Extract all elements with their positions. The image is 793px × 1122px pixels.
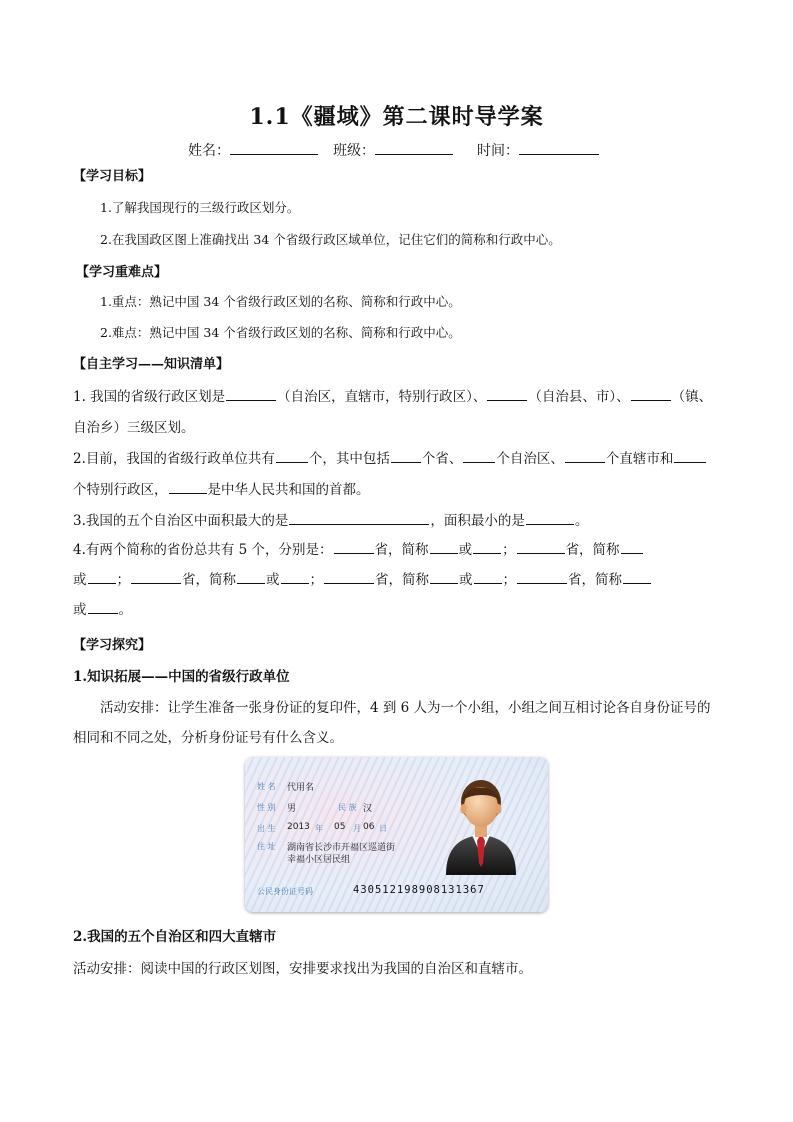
id-birth-day-unit: 日 — [379, 824, 387, 833]
question-text: 或 — [266, 572, 280, 588]
class-field[interactable] — [333, 140, 453, 160]
answer-blank[interactable] — [674, 449, 706, 463]
id-address-label: 住 址 — [257, 842, 276, 851]
question-4-end — [73, 598, 132, 618]
time-label: 时间： — [477, 143, 519, 159]
id-number-value: 430512198908131367 — [353, 884, 485, 896]
question-text: 。 — [574, 513, 589, 529]
question-text: ； — [502, 572, 516, 588]
activity-1-line-1: 活动安排：让学生准备一张身份证的复印件，4 到 6 人为一个小组，小组之间互相讨论各自身份证号的 — [100, 700, 711, 716]
explore-heading: 【学习探究】 — [73, 638, 152, 653]
id-birth-day: 06 — [363, 822, 375, 832]
question-text: 或 — [458, 542, 473, 558]
page-title: 1.1《疆域》第二课时导学案 — [249, 104, 544, 130]
answer-blank[interactable] — [474, 570, 502, 584]
id-number-label: 公民身份证号码 — [257, 887, 313, 896]
question-text: 。 — [118, 602, 132, 618]
question-text: 个自治区、 — [496, 451, 564, 467]
answer-blank[interactable] — [473, 540, 501, 554]
question-2-cont — [73, 478, 370, 498]
objective-item: 2.在我国政区图上准确找出 34 个省级行政区域单位，记住它们的简称和行政中心。 — [100, 232, 561, 247]
name-label: 姓名： — [188, 143, 230, 159]
id-birth-month: 05 — [334, 822, 346, 832]
answer-blank[interactable] — [430, 570, 458, 584]
id-birth-label: 出 生 — [257, 824, 276, 833]
answer-blank[interactable] — [169, 480, 207, 494]
id-name-value: 代用名 — [287, 783, 315, 793]
answer-blank[interactable] — [430, 540, 458, 554]
id-gender-label: 性 别 — [257, 803, 276, 812]
activity-2-line: 活动安排：阅读中国的行政区划图，安排要求找出为我国的自治区和直辖市。 — [73, 961, 532, 977]
answer-blank[interactable] — [517, 540, 565, 554]
objectives-heading: 【学习目标】 — [73, 169, 152, 184]
answer-blank[interactable] — [526, 511, 574, 525]
question-4 — [73, 538, 644, 558]
id-name-label: 姓 名 — [257, 782, 276, 791]
question-text: 1. 我国的省级行政区划是 — [73, 389, 226, 405]
answer-blank[interactable] — [88, 600, 118, 614]
question-3 — [73, 509, 588, 529]
question-text: 个，其中包括 — [308, 451, 390, 467]
id-card-image — [245, 757, 548, 912]
question-text: 省，简称 — [182, 572, 236, 588]
question-text: 或 — [73, 602, 87, 618]
answer-blank[interactable] — [276, 449, 308, 463]
question-text: ； — [502, 542, 516, 558]
answer-blank[interactable] — [463, 449, 495, 463]
explore-subheading-1: 1.知识拓展——中国的省级行政单位 — [73, 669, 290, 685]
answer-blank[interactable] — [623, 570, 651, 584]
question-text: 个省、 — [421, 451, 463, 467]
class-label: 班级： — [333, 143, 375, 159]
person-avatar-icon — [442, 777, 520, 875]
explore-subheading-2: 2.我国的五个自治区和四大直辖市 — [73, 929, 277, 945]
time-blank[interactable] — [519, 140, 599, 155]
question-text: 个特别行政区， — [73, 482, 168, 498]
question-text: （自治县、市）、 — [528, 389, 630, 405]
id-birth-year-unit: 年 — [315, 824, 323, 833]
question-text: 3.我国的五个自治区中面积最大的是 — [73, 513, 289, 529]
question-text: （自治区，直辖市，特别行政区）、 — [277, 389, 487, 405]
answer-blank[interactable] — [131, 570, 181, 584]
name-field[interactable] — [188, 140, 318, 160]
answer-blank[interactable] — [289, 511, 429, 525]
answer-blank[interactable] — [391, 449, 421, 463]
question-text: 4.有两个简称的省份总共有 5 个，分别是： — [73, 542, 333, 558]
answer-blank[interactable] — [281, 570, 309, 584]
answer-blank[interactable] — [88, 570, 116, 584]
answer-blank[interactable] — [517, 570, 567, 584]
question-4-cont — [73, 568, 652, 588]
self-study-heading: 【自主学习——知识清单】 — [73, 357, 230, 372]
question-text: ； — [309, 572, 323, 588]
answer-blank[interactable] — [621, 540, 643, 554]
key-point-item: 2.难点：熟记中国 34 个省级行政区划的名称、简称和行政中心。 — [100, 325, 461, 340]
id-birth-year: 2013 — [287, 822, 310, 832]
question-text: 省，简称 — [375, 572, 429, 588]
question-1-cont: 自治乡）三级区划。 — [73, 420, 195, 436]
id-birth-month-unit: 月 — [353, 824, 361, 833]
key-point-item: 1.重点：熟记中国 34 个省级行政区划的名称、简称和行政中心。 — [100, 294, 461, 309]
answer-blank[interactable] — [226, 387, 276, 401]
key-points-heading: 【学习重难点】 — [76, 265, 168, 280]
question-text: 2.目前，我国的省级行政单位共有 — [73, 451, 275, 467]
id-address-line-2: 幸福小区居民组 — [287, 855, 351, 865]
question-text: 或 — [459, 572, 473, 588]
question-text: 是中华人民共和国的首都。 — [207, 482, 370, 498]
id-ethnic-value: 汉 — [363, 804, 373, 814]
time-field[interactable] — [477, 140, 599, 160]
class-blank[interactable] — [375, 140, 453, 155]
id-address-line-1: 湖南省长沙市开福区巡道街 — [287, 843, 396, 853]
objective-item: 1.了解我国现行的三级行政区划分。 — [100, 200, 300, 215]
question-text: ，面积最小的是 — [430, 513, 525, 529]
answer-blank[interactable] — [565, 449, 605, 463]
question-text: 省，简称 — [374, 542, 429, 558]
question-text: 个直辖市和 — [605, 451, 674, 467]
id-gender-value: 男 — [287, 804, 297, 814]
answer-blank[interactable] — [237, 570, 265, 584]
answer-blank[interactable] — [334, 540, 374, 554]
name-blank[interactable] — [230, 140, 318, 155]
answer-blank[interactable] — [487, 387, 527, 401]
question-text: 省，简称 — [568, 572, 622, 588]
question-2 — [73, 447, 707, 467]
question-text: 省，简称 — [565, 542, 620, 558]
question-text: 或 — [73, 572, 87, 588]
activity-1-line-2: 相同和不同之处，分析身份证号有什么含义。 — [73, 730, 343, 746]
id-ethnic-label: 民 族 — [338, 803, 357, 812]
question-1 — [73, 385, 712, 405]
answer-blank[interactable] — [324, 570, 374, 584]
question-text: （镇、 — [671, 389, 713, 405]
answer-blank[interactable] — [631, 387, 671, 401]
question-text: ； — [116, 572, 130, 588]
